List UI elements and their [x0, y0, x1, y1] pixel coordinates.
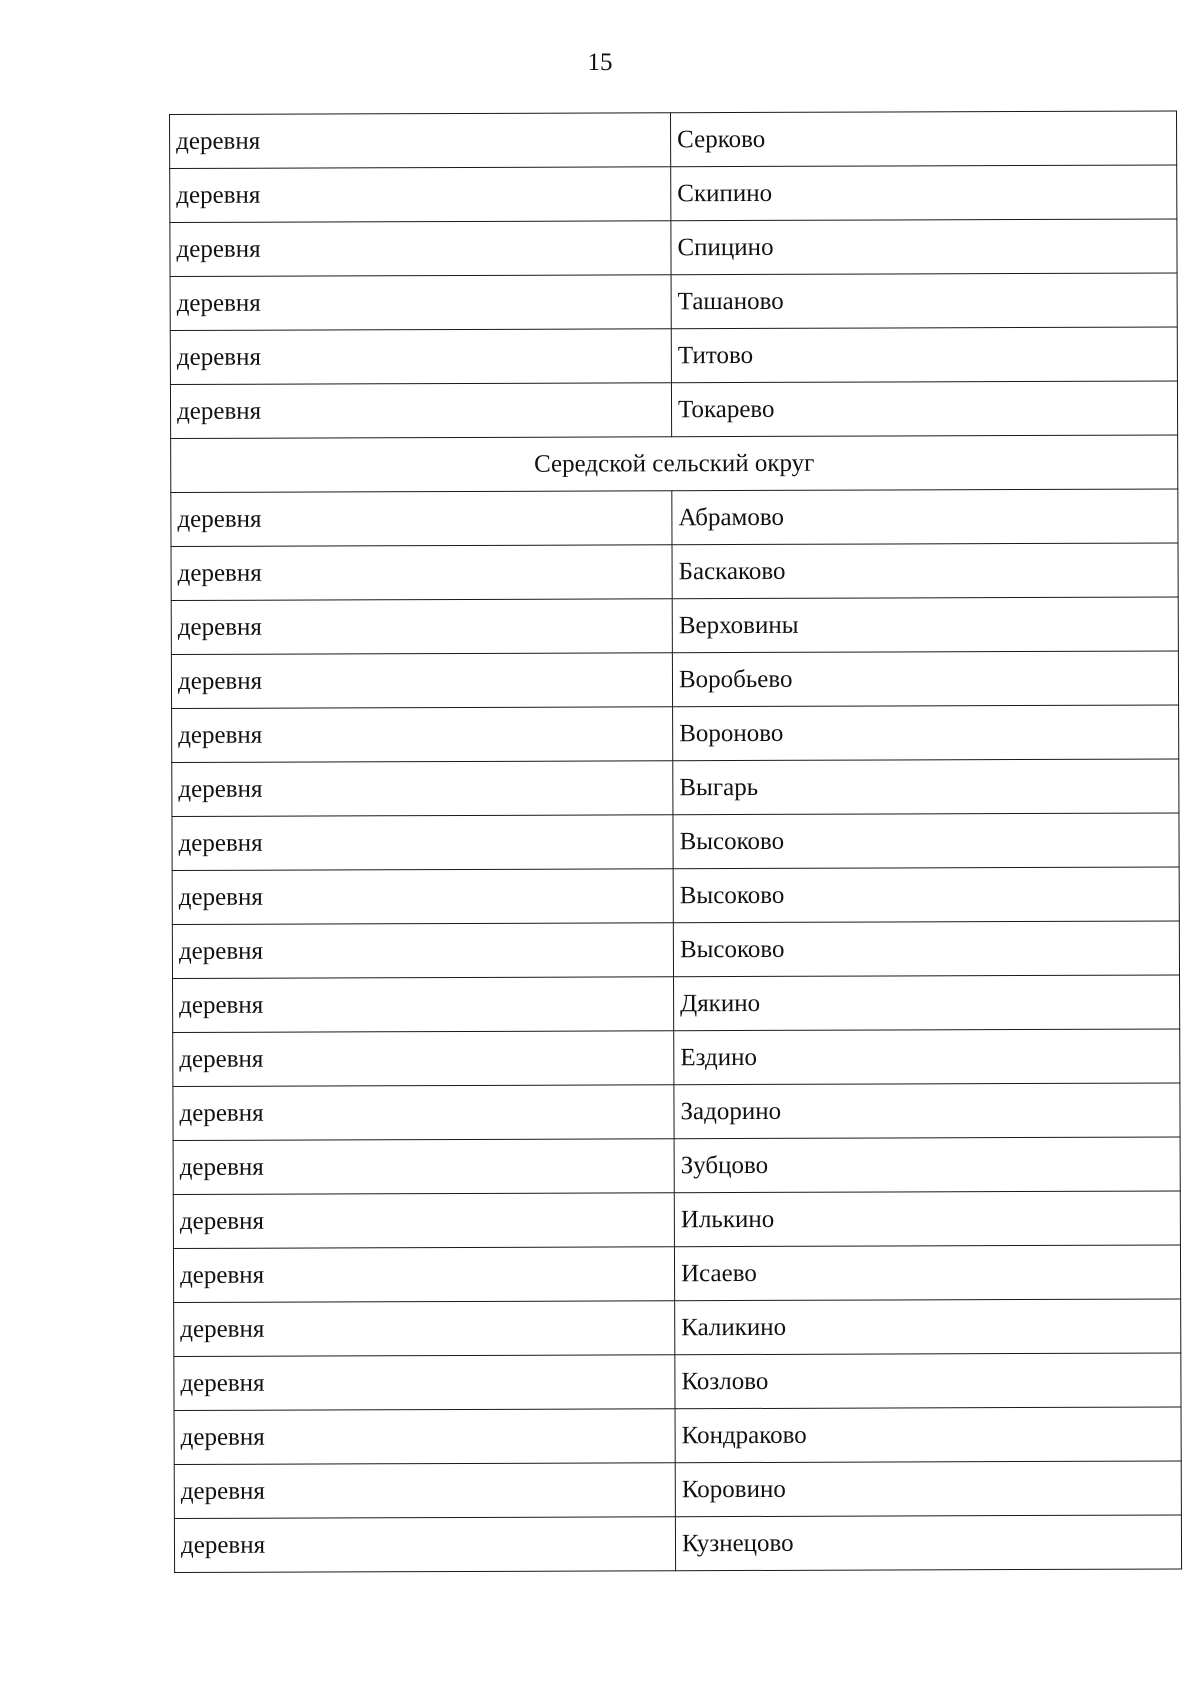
settlement-type-cell: деревня [171, 599, 672, 655]
settlement-name-cell: Выгарь [673, 759, 1179, 815]
settlement-name-cell: Ездино [674, 1029, 1180, 1085]
settlement-name-cell: Зубцово [674, 1137, 1180, 1193]
table-row [173, 1029, 1180, 1087]
section-title: Середской сельский округ [171, 435, 1178, 493]
table-row [172, 759, 1179, 817]
table-row [170, 273, 1177, 331]
settlement-name-cell: Кондраково [675, 1407, 1181, 1463]
settlement-type-cell: деревня [173, 1247, 674, 1303]
settlements-table [169, 110, 1182, 1573]
settlement-name-cell: Абрамово [672, 489, 1178, 545]
settlement-name-cell: Вороново [673, 705, 1179, 761]
table-row [170, 111, 1177, 169]
settlement-name-cell: Высоково [673, 867, 1179, 923]
settlement-name-cell: Скипино [671, 165, 1177, 221]
settlement-type-cell: деревня [170, 221, 671, 277]
table-row [174, 1353, 1181, 1411]
settlement-type-cell: деревня [172, 815, 673, 871]
section-header-row [171, 435, 1178, 493]
settlement-name-cell: Коровино [675, 1461, 1181, 1517]
settlement-type-cell: деревня [174, 1355, 675, 1411]
settlement-name-cell: Ташаново [671, 273, 1177, 329]
settlement-name-cell: Дякино [674, 975, 1180, 1031]
settlement-type-cell: деревня [174, 1301, 675, 1357]
settlement-name-cell: Задорино [674, 1083, 1180, 1139]
settlement-name-cell: Каликино [675, 1299, 1181, 1355]
settlement-type-cell: деревня [172, 923, 673, 979]
table-row [173, 1137, 1180, 1195]
table-row [170, 165, 1177, 223]
settlement-type-cell: деревня [170, 167, 671, 223]
table-row [174, 1461, 1181, 1519]
table-row [172, 813, 1179, 871]
settlement-type-cell: деревня [174, 1517, 675, 1573]
settlement-name-cell: Верховины [672, 597, 1178, 653]
settlement-name-cell: Исаево [674, 1245, 1180, 1301]
settlement-type-cell: деревня [172, 761, 673, 817]
settlement-type-cell: деревня [170, 113, 671, 169]
settlement-type-cell: деревня [172, 869, 673, 925]
settlements-table-body [170, 111, 1182, 1573]
settlement-name-cell: Высоково [673, 813, 1179, 869]
table-row [171, 651, 1178, 709]
settlement-type-cell: деревня [170, 329, 671, 385]
settlement-type-cell: деревня [171, 545, 672, 601]
table-row [171, 489, 1178, 547]
table-row [174, 1299, 1181, 1357]
settlement-type-cell: деревня [174, 1409, 675, 1465]
settlement-name-cell: Воробьево [672, 651, 1178, 707]
table-row [172, 705, 1179, 763]
settlement-type-cell: деревня [173, 1085, 674, 1141]
table-row [174, 1515, 1181, 1573]
table-row [170, 381, 1177, 439]
page-number: 15 [587, 49, 613, 76]
table-row [174, 1407, 1181, 1465]
settlement-type-cell: деревня [171, 653, 672, 709]
settlement-name-cell: Кузнецово [675, 1515, 1181, 1571]
settlement-name-cell: Козлово [675, 1353, 1181, 1409]
settlement-type-cell: деревня [173, 1031, 674, 1087]
settlement-type-cell: деревня [170, 383, 671, 439]
table-row [170, 219, 1177, 277]
table-row [171, 543, 1178, 601]
settlement-type-cell: деревня [174, 1463, 675, 1519]
table-row [172, 867, 1179, 925]
table-row [171, 597, 1178, 655]
settlement-name-cell: Серково [670, 111, 1176, 167]
settlement-name-cell: Токарево [671, 381, 1177, 437]
settlement-name-cell: Баскаково [672, 543, 1178, 599]
table-row [173, 975, 1180, 1033]
table-row [173, 1245, 1180, 1303]
table-row [170, 327, 1177, 385]
table-row [173, 1083, 1180, 1141]
settlement-type-cell: деревня [172, 707, 673, 763]
table-row [172, 921, 1179, 979]
settlement-type-cell: деревня [173, 1139, 674, 1195]
table-row [173, 1191, 1180, 1249]
settlement-type-cell: деревня [173, 1193, 674, 1249]
settlement-name-cell: Спицино [671, 219, 1177, 275]
settlement-name-cell: Илькино [674, 1191, 1180, 1247]
settlement-name-cell: Титово [671, 327, 1177, 383]
settlement-name-cell: Высоково [673, 921, 1179, 977]
settlement-type-cell: деревня [173, 977, 674, 1033]
settlement-type-cell: деревня [171, 491, 672, 547]
settlement-type-cell: деревня [170, 275, 671, 331]
